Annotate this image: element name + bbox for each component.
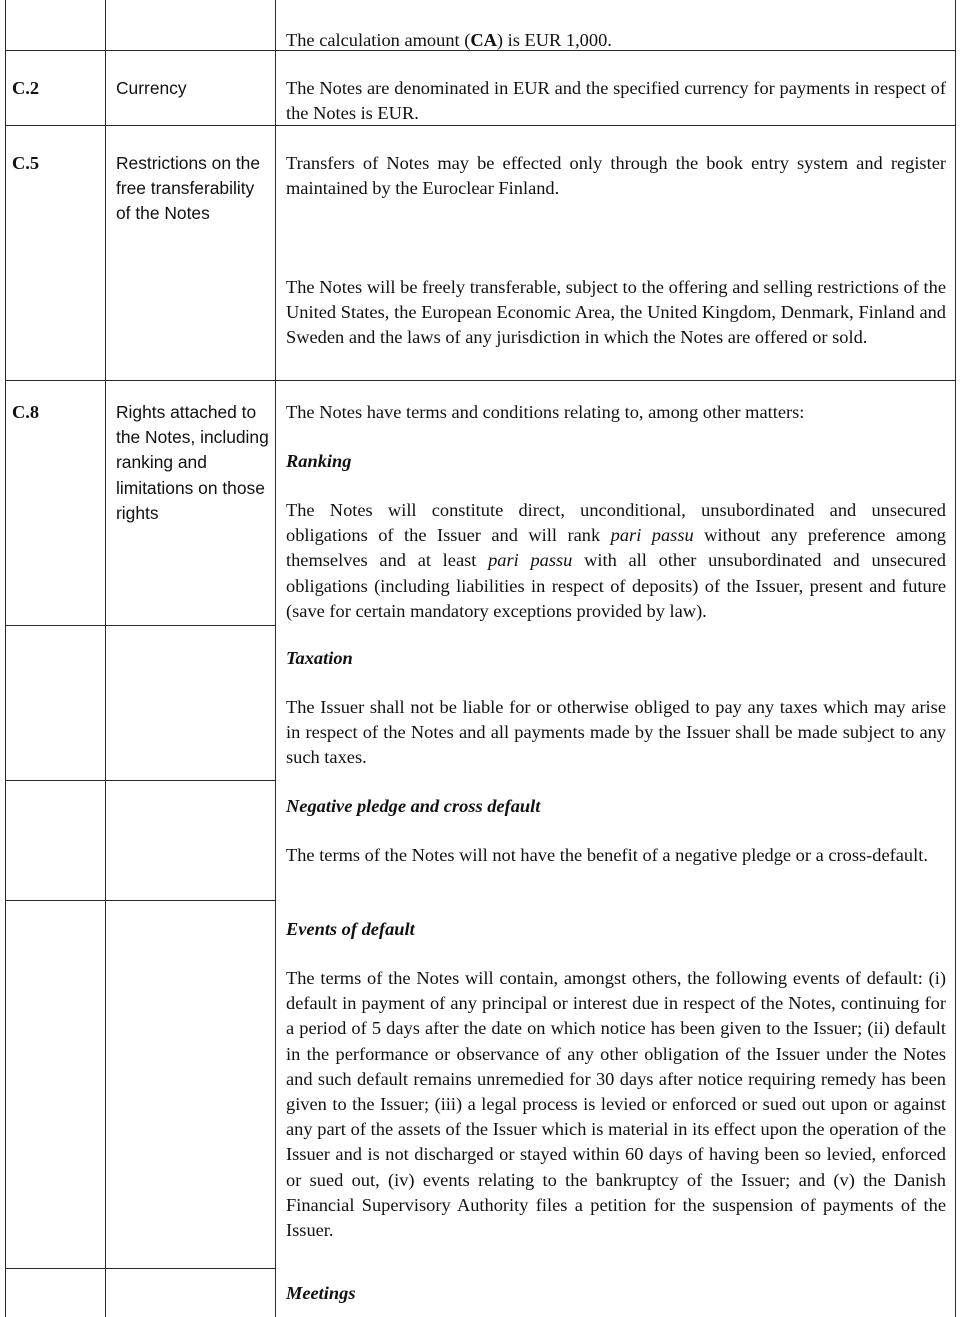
section-code-c2: C.2	[12, 78, 40, 98]
section-code-c5: C.5	[12, 153, 40, 173]
ranking-heading: Ranking	[286, 451, 352, 471]
row-divider	[5, 1268, 275, 1269]
ranking-text: The Notes will constitute direct, unconditional, unsubordinated and unsecured obligations of the Issuer and will rank pari passu without any preference among themselves and at least pari passu with all other unsubordinated and unsecured obligations (including liabilities in respect of deposits) of the Issuer, present and future (save for certain mandatory exceptions provided by law).	[286, 500, 947, 621]
row-divider	[5, 625, 275, 626]
free-transferability-text: The Notes will be freely transferable, subject to the offering and selling restrictions of the United States, the European Economic Area, the United Kingdom, Denmark, Finland and Sweden and the laws of any jurisdiction in which the Notes are offered or sold.	[286, 277, 946, 348]
events-of-default-heading: Events of default	[286, 919, 415, 939]
section-label-rights: Rights attached to the Notes, including ranking and limitations on those rights	[116, 402, 269, 523]
transfer-text: Transfers of Notes may be effected only through the book entry system and register maintained by the Euroclear Finland.	[286, 153, 946, 199]
rights-intro-text: The Notes have terms and conditions relating to, among other matters:	[286, 402, 805, 422]
column-divider-1	[105, 0, 106, 1317]
taxation-text: The Issuer shall not be liable for or otherwise obliged to pay any taxes which may arise in respect of the Notes and all payments made by the Issuer shall be made subject to any such taxes.	[286, 697, 946, 768]
row-divider	[5, 780, 275, 781]
calculation-amount-text: The calculation amount (CA) is EUR 1,000.	[286, 30, 612, 50]
column-divider-2	[275, 0, 276, 1317]
section-code-c8: C.8	[12, 402, 40, 422]
row-divider	[5, 900, 275, 901]
negative-pledge-text: The terms of the Notes will not have the benefit of a negative pledge or a cross-default.	[286, 845, 928, 865]
meetings-heading: Meetings	[286, 1283, 356, 1303]
negative-pledge-heading: Negative pledge and cross default	[286, 796, 541, 816]
row-divider	[5, 380, 955, 381]
table-border-left	[5, 0, 6, 1317]
section-label-transferability: Restrictions on the free transferability of the Notes	[116, 153, 261, 224]
section-label-currency: Currency	[116, 78, 187, 98]
taxation-heading: Taxation	[286, 648, 353, 668]
events-of-default-text: The terms of the Notes will contain, amongst others, the following events of default: (i) default in payment of any principal or interest due in respect of the Notes, continuing for a period of 5 days after the date on which notice has been given to the Issuer; (ii) default in the performance or observance of any other obligation of the Issuer under the Notes and such default remains unremedied for 30 days after notice requiring remedy has been given to the Issuer; (iii) a legal process is levied or enforced or sued out upon or against any part of the assets of the Issuer which is material in its effect upon the operation of the Issuer and is not discharged or stayed within 60 days of having been so levied, enforced or sued out, (iv) events relating to the bankruptcy of the Issuer; and (v) the Danish Financial Supervisory Authority files a petition for the suspension of payments of the Issuer.	[286, 968, 946, 1241]
currency-text: The Notes are denominated in EUR and the specified currency for payments in respect of the Notes is EUR.	[286, 78, 946, 124]
table-border-right	[955, 0, 956, 1317]
